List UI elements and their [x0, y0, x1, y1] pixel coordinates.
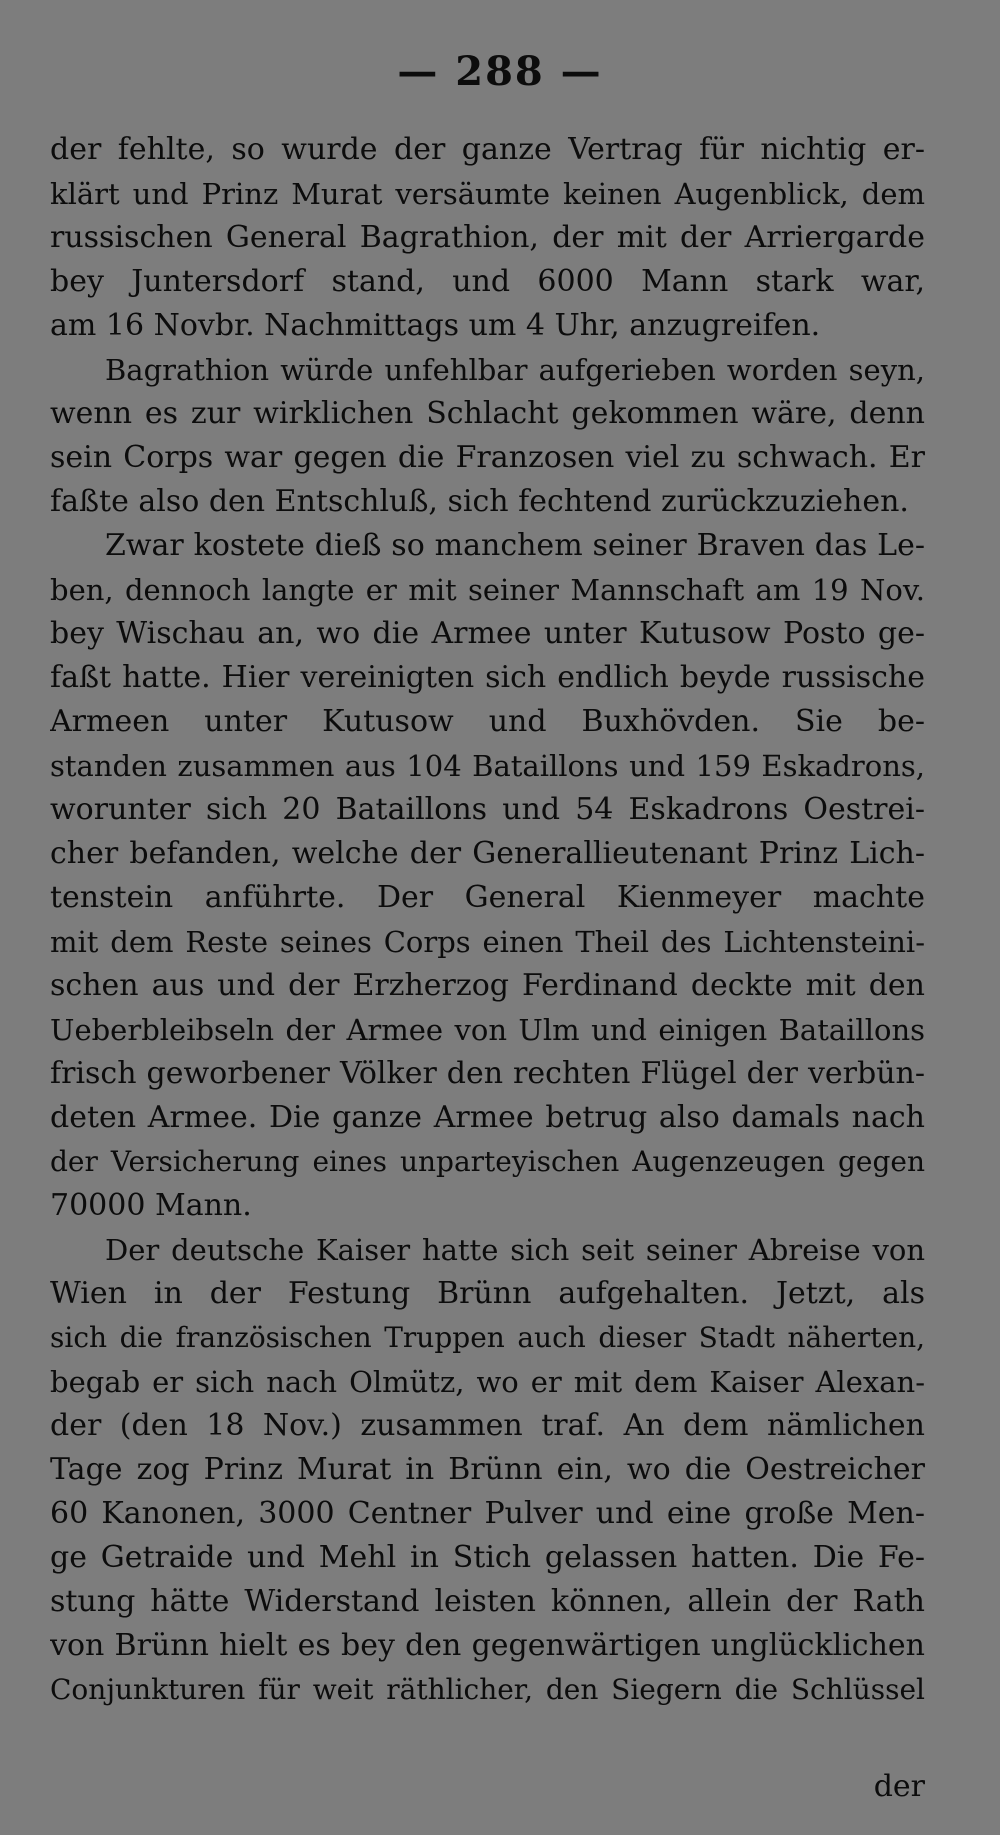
text-line: Tage zog Prinz Murat in Brünn ein, wo die Oestreicher [50, 1452, 925, 1487]
text-line: 60 Kanonen, 3000 Centner Pulver und eine große Men- [50, 1496, 925, 1531]
text-line: wenn es zur wirklichen Schlacht gekommen wäre, denn [50, 396, 925, 431]
text-line: cher befanden, welche der Generallieutenant Prinz Lich- [50, 836, 925, 871]
text-line: tenstein anführte. Der General Kienmeyer machte [50, 880, 925, 915]
text-line: Der deutsche Kaiser hatte sich seit seiner Abreise von [105, 1233, 925, 1267]
body-text [50, 128, 925, 1712]
text-line: der fehlte, so wurde der ganze Vertrag für nichtig er- [50, 132, 925, 167]
text-line: 70000 Mann. [50, 1188, 252, 1223]
text-line: mit dem Reste seines Corps einen Theil des Lichtensteini- [50, 925, 925, 959]
catchword: der [873, 1769, 925, 1804]
text-line: Conjunkturen für weit räthlicher, den Siegern die Schlüssel [50, 1673, 925, 1706]
text-line: standen zusammen aus 104 Bataillons und 159 Eskadrons, [50, 749, 925, 783]
text-line: klärt und Prinz Murat versäumte keinen Augenblick, dem [50, 177, 925, 211]
text-line: sein Corps war gegen die Franzosen viel zu schwach. Er [50, 440, 925, 475]
page-number-header: — 288 — [397, 48, 603, 95]
text-line: worunter sich 20 Bataillons und 54 Eskadrons Oestrei- [50, 792, 925, 827]
text-line: am 16 Novbr. Nachmittags um 4 Uhr, anzugreifen. [50, 308, 821, 343]
text-line: bey Juntersdorf stand, und 6000 Mann stark war, [50, 264, 925, 299]
text-line: Bagrathion würde unfehlbar aufgerieben worden seyn, [105, 353, 925, 387]
text-line: von Brünn hielt es bey den gegenwärtigen unglücklichen [50, 1628, 925, 1663]
text-line: Armeen unter Kutusow und Buxhövden. Sie be- [50, 704, 925, 739]
text-line: ben, dennoch langte er mit seiner Mannschaft am 19 Nov. [50, 573, 925, 607]
text-line: faßt hatte. Hier vereinigten sich endlich beyde russische [50, 660, 925, 695]
text-line: der (den 18 Nov.) zusammen traf. An dem nämlichen [50, 1408, 925, 1443]
text-line: deten Armee. Die ganze Armee betrug also damals nach [50, 1100, 925, 1135]
text-line: russischen General Bagrathion, der mit der Arriergarde [50, 220, 925, 255]
text-line: Zwar kostete dieß so manchem seiner Braven das Le- [105, 528, 925, 563]
text-line: Wien in der Festung Brünn aufgehalten. Jetzt, als [50, 1276, 925, 1311]
text-line: bey Wischau an, wo die Armee unter Kutusow Posto ge- [50, 616, 925, 651]
text-line: ge Getraide und Mehl in Stich gelassen hatten. Die Fe- [50, 1540, 925, 1575]
text-line: begab er sich nach Olmütz, wo er mit dem Kaiser Alexan- [50, 1365, 925, 1399]
text-line: stung hätte Widerstand leisten können, allein der Rath [50, 1584, 925, 1619]
text-line: frisch geworbener Völker den rechten Flügel der verbün- [50, 1056, 925, 1091]
text-line: faßte also den Entschluß, sich fechtend zurückzuziehen. [50, 484, 909, 519]
text-line: der Versicherung eines unparteyischen Augenzeugen gegen [50, 1145, 925, 1178]
text-line: schen aus und der Erzherzog Ferdinand deckte mit den [50, 968, 925, 1003]
text-line: Ueberbleibseln der Armee von Ulm und einigen Bataillons [50, 1013, 925, 1047]
text-line: sich die französischen Truppen auch dieser Stadt näherten, [50, 1321, 925, 1354]
